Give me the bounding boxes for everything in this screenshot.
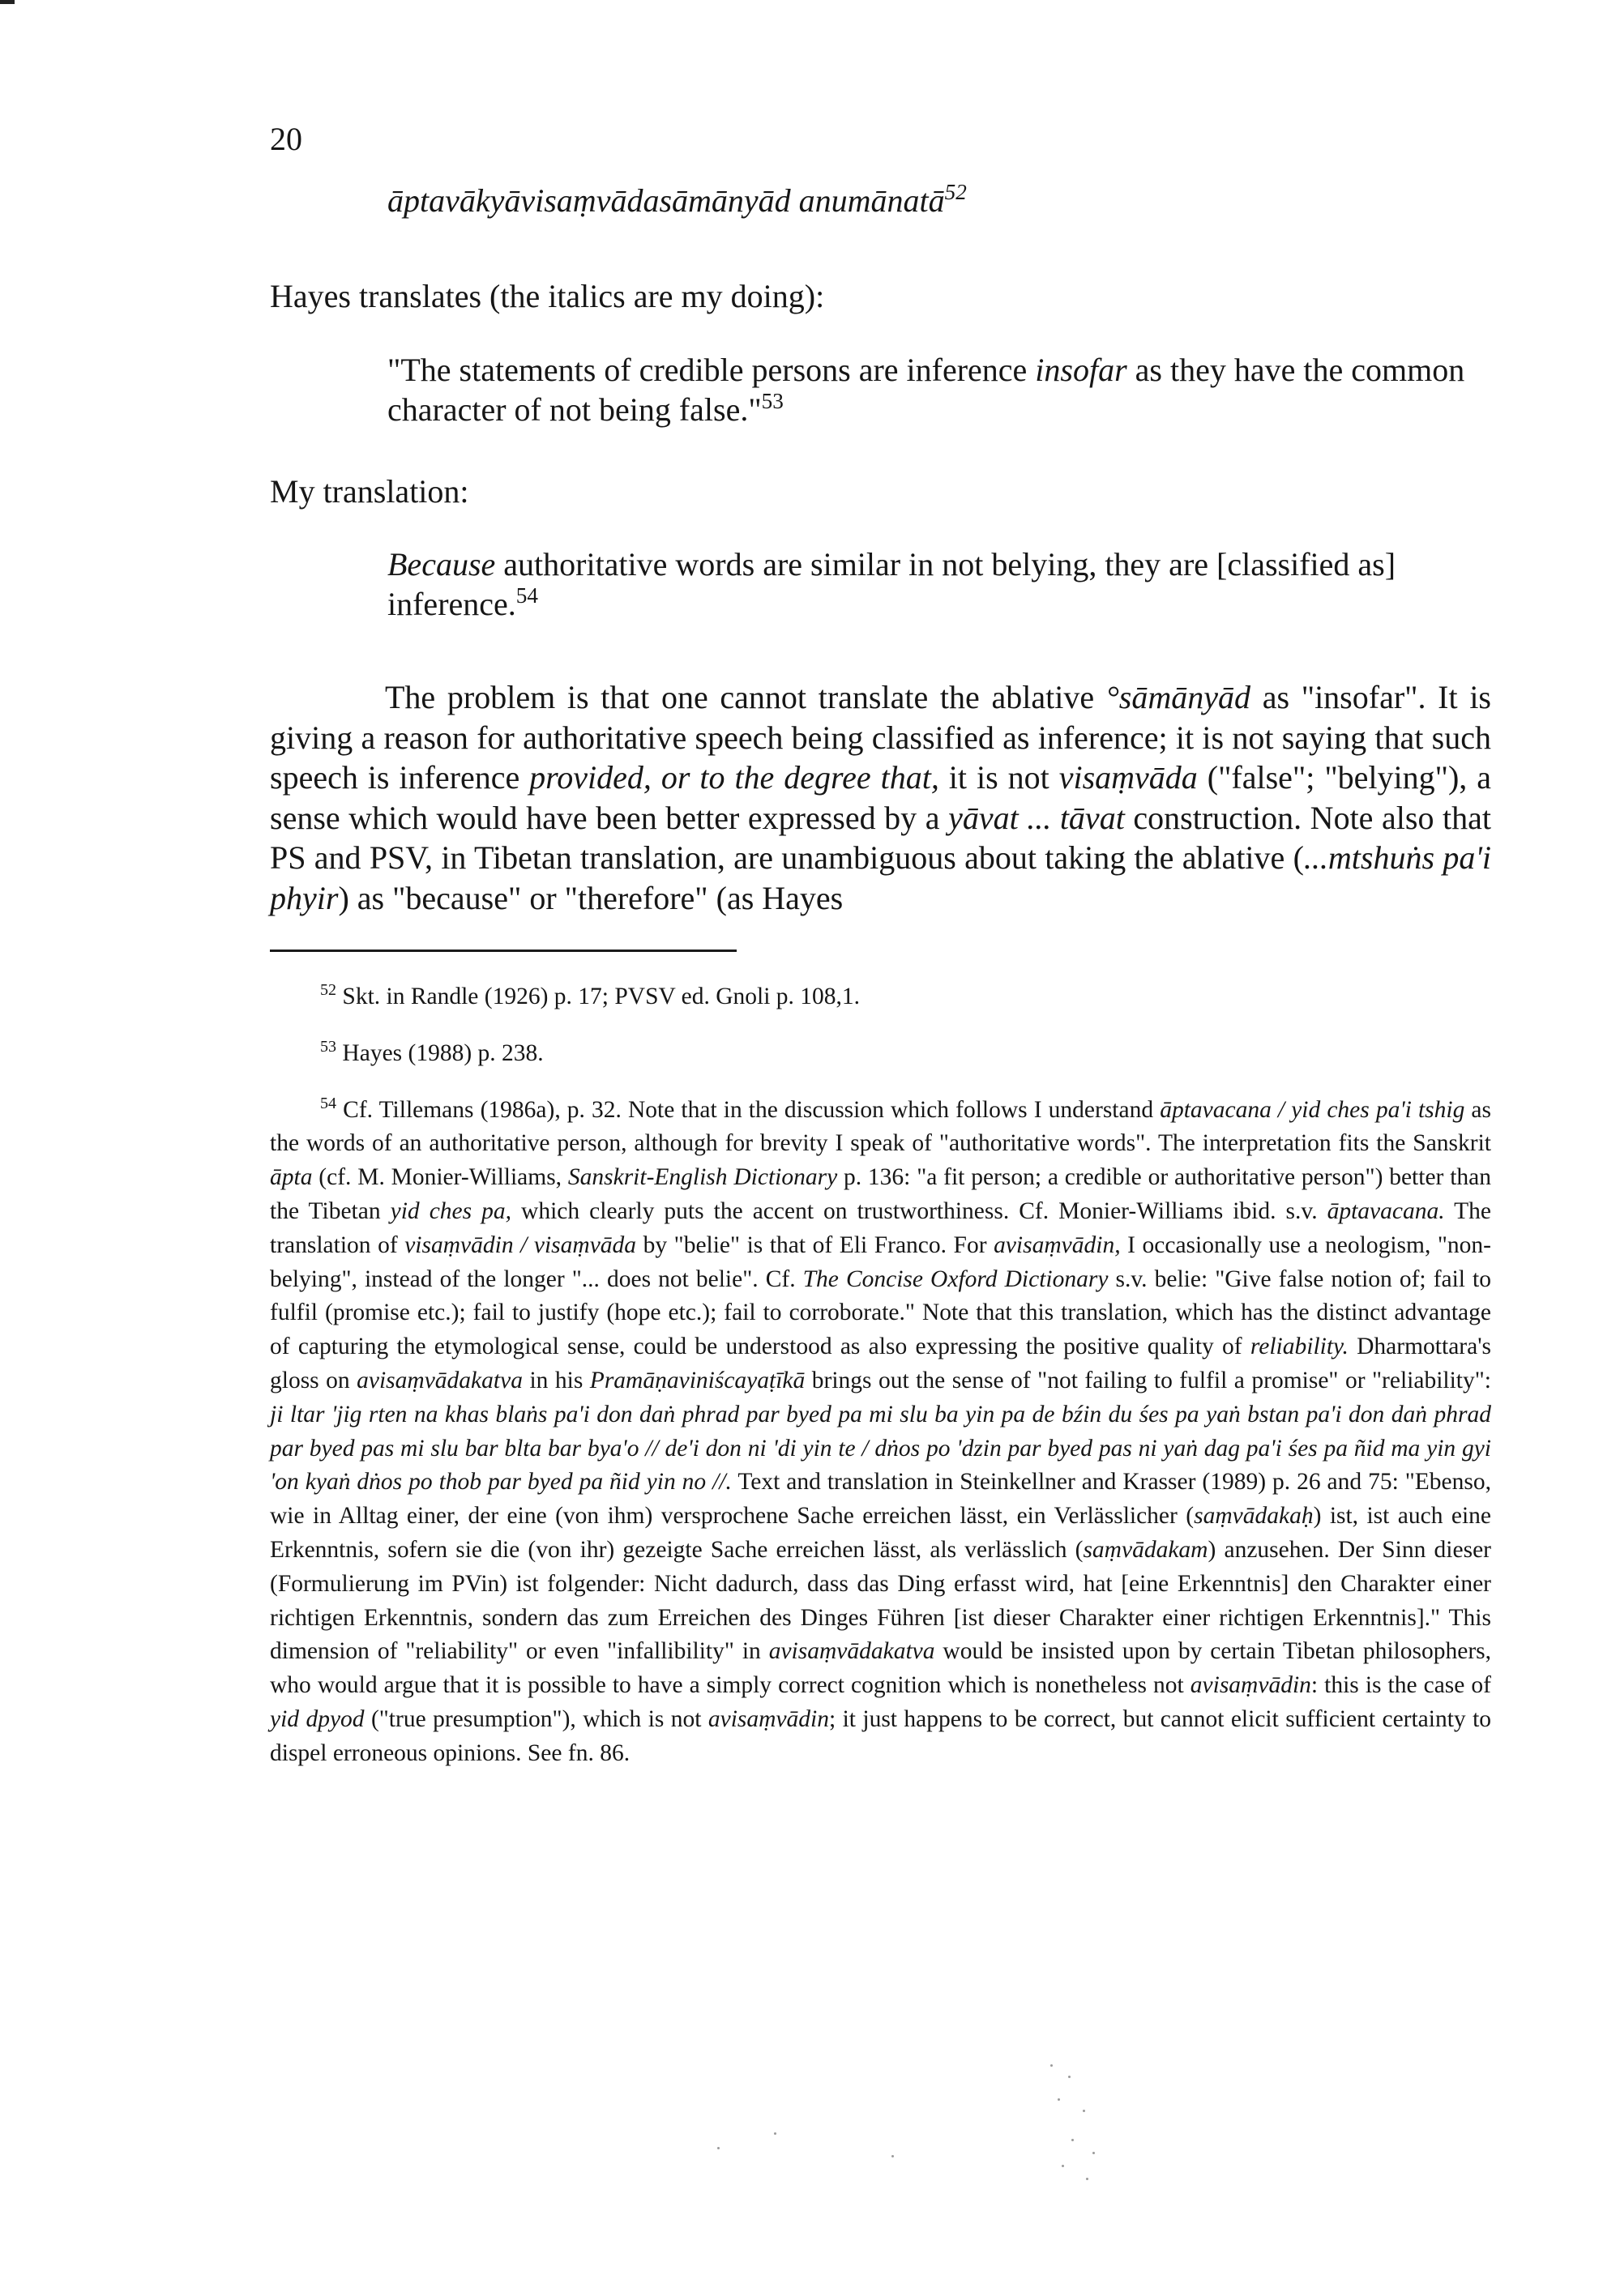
footnote-text: Hayes (1988) p. 238. (342, 1039, 544, 1066)
paragraph-text: it is not (938, 759, 1059, 796)
paragraph-text: as "insofar". It is giving a reason for authoritative speech being classified as inference; it is not saying that such speech is inference (270, 679, 1491, 796)
footnote-text: s.v. belie: "Give false notion of; fail to fulfil (promise etc.); fail to justify (hope etc.); fail to corroborate." Note that this translation, which has the distinct advantage of capturing the etymological sense, could be understood as also expressing the positive quality of (270, 1265, 1492, 1360)
footnote-italic: avisaṃvādin (707, 1705, 829, 1732)
scan-speck (1050, 2064, 1053, 2067)
footnote-text: I occasionally use a neologism, "non-belying", instead of the longer "... does not belie". Cf. (270, 1231, 1491, 1292)
footnote-text: Dharmottara's gloss on (270, 1334, 1491, 1393)
scan-speck (1092, 2152, 1095, 2154)
footnote-text: which clearly puts the accent on trustworthiness. Cf. Monier-Williams ibid. s.v. (511, 1197, 1327, 1224)
page-number: 20 (270, 121, 302, 157)
footnote-italic: āptavacana. (1327, 1197, 1445, 1224)
footnote-54 (270, 1094, 1491, 1771)
paragraph-italic: yāvat ... tāvat (948, 799, 1125, 836)
paragraph-text: ("false"; "belying"), a sense which would have been better expressed by a (270, 759, 1491, 836)
main-paragraph (270, 677, 1491, 918)
footnote-text: in his (522, 1367, 590, 1393)
footnote-text: p. 136: "a fit person; a credible or authoritative person") better than the Tibetan (270, 1164, 1491, 1224)
footnote-text: by "belie" is that of Eli Franco. For (636, 1231, 994, 1258)
footnote-italic: yid dpyod (270, 1705, 365, 1732)
footnote-text: ("true presumption"), which is not (364, 1705, 708, 1732)
footnote-italic: saṃvādakam (1083, 1536, 1208, 1563)
footnote-text: Cf. Tillemans (1986a), p. 32. Note that in the discussion which follows I understand (343, 1096, 1161, 1123)
footnote-italic: avisaṃvādakatva (768, 1638, 935, 1665)
footnote-ref-53: 53 (761, 389, 784, 414)
quote-text: authoritative words are similar in not belying, they are [classified as] inference. (387, 546, 1396, 622)
sanskrit-verse (387, 181, 967, 220)
footnote-italic: āpta (270, 1164, 313, 1191)
scan-speck (891, 2155, 894, 2157)
footnote-number: 52 (320, 980, 337, 999)
scan-speck (1068, 2076, 1071, 2078)
scan-speck (1062, 2165, 1064, 2167)
footnote-italic: saṃvādakaḥ (1194, 1503, 1314, 1530)
footnote-text: (cf. M. Monier-Williams, (312, 1164, 568, 1191)
verse-text: āptavākyāvisaṃvādasāmānyād anumānatā (387, 182, 945, 219)
quote-text: as they have the common character of not being false." (387, 352, 1465, 428)
my-translation-label: My translation: (270, 473, 469, 510)
footnote-text: : this is the case of (1310, 1672, 1492, 1699)
scan-speck (1071, 2139, 1074, 2141)
footnote-separator (270, 950, 737, 952)
hayes-quote (387, 350, 1491, 429)
footnote-italic: avisaṃvādin, (994, 1231, 1121, 1258)
footnote-italic: reliability. (1250, 1334, 1349, 1360)
footnote-text: Text and translation in Steinkellner and Krasser (1989) p. 26 and 75: "Ebenso, wie in Alltag einer, der eine (von ihm) versprochene Sache erreichen lässt, ein Verlässlicher ( (270, 1469, 1492, 1530)
scan-speck (1058, 2098, 1060, 2101)
footnote-italic: avisaṃvādin (1190, 1672, 1311, 1699)
paragraph-text: The problem is that one cannot translate the ablative (385, 679, 1106, 715)
quote-text: "The statements of credible persons are inference (387, 352, 1036, 388)
paragraph-italic: visaṃvāda (1058, 759, 1198, 796)
footnote-text: ) anzusehen. Der Sinn dieser (Formulierung im PVin) ist folgender: Nicht dadurch, dass das Ding erfasst wird, hat [eine Erkenntnis] den Charakter einer richtigen Erkenntnis, sondern das zum Erreichen des Dinges Führen [ist dieser Charakter einer richtigen Erkenntnis]." This dimension of "reliability" or even "infallibility" in (270, 1536, 1491, 1665)
scan-speck (774, 2132, 776, 2135)
footnote-italic: Sanskrit-English Dictionary (567, 1164, 838, 1191)
my-translation-quote (387, 544, 1491, 624)
footnote-text: ) ist, ist auch eine Erkenntnis, sofern sie die (von ihr) gezeigte Sache erreichen lässt, als verlässlich ( (270, 1503, 1491, 1563)
footnote-text: ; it just happens to be correct, but cannot elicit sufficient certainty to dispel erroneous opinions. See fn. 86. (270, 1705, 1492, 1766)
scan-edge-mark (0, 0, 15, 4)
footnote-italic: visaṃvādin / visaṃvāda (404, 1231, 637, 1258)
footnote-italic: avisaṃvādakatva (357, 1367, 523, 1393)
footnote-ref-52: 52 (944, 180, 967, 205)
footnote-52 (270, 980, 1491, 1014)
intro-line: Hayes translates (the italics are my doing): (270, 278, 825, 314)
footnote-text: Skt. in Randle (1926) p. 17; PVSV ed. Gnoli p. 108,1. (342, 984, 861, 1009)
quote-emphasis: Because (387, 546, 496, 583)
scan-speck (1086, 2178, 1088, 2180)
footnote-number: 53 (320, 1037, 337, 1056)
scan-speck (717, 2147, 720, 2149)
footnote-italic: āptavacana / yid ches pa'i tshig (1160, 1096, 1465, 1123)
footnote-italic: The Concise Oxford Dictionary (802, 1265, 1109, 1292)
footnote-italic: ji ltar 'jig rten na khas blaṅs pa'i don daṅ phrad par byed pa mi slu ba yin pa de bźin du śes pa yaṅ bstan pa'i don daṅ phrad par byed pas mi slu bar blta bar bya'o // de'i don ni 'di yin te / dṅos po 'dzin par byed pas ni yaṅ dag pa'i śes pa ñid ma yin gyi 'on kyaṅ dṅos po thob par byed pa ñid yin no //. (270, 1401, 1491, 1496)
quote-emphasis: insofar (1035, 352, 1127, 388)
paragraph-italic: °sāmānyād (1105, 679, 1251, 715)
paragraph-italic: provided, or to the degree that, (529, 759, 939, 796)
scan-speck (1083, 2110, 1085, 2112)
paragraph-text: construction. Note also that PS and PSV, in Tibetan translation, are unambiguous about taking the ablative ( (270, 799, 1491, 876)
footnote-italic: yid ches pa, (390, 1197, 512, 1224)
footnote-italic: Pramāṇaviniścayaṭīkā (589, 1367, 806, 1393)
footnote-text: would be insisted upon by certain Tibetan philosophers, who would argue that it is possible to have a simply correct cognition which is nonetheless not (270, 1638, 1491, 1699)
footnote-text: The translation of (270, 1197, 1491, 1258)
footnote-text: as the words of an authoritative person, although for brevity I speak of "authoritative words". The interpretation fits the Sanskrit (270, 1096, 1491, 1157)
footnote-ref-54: 54 (515, 583, 538, 608)
footnote-53 (270, 1037, 1491, 1071)
footnote-number: 54 (320, 1094, 337, 1112)
footnotes (270, 980, 1491, 1771)
paragraph-italic: ...mtshuṅs pa'i phyir (270, 839, 1491, 916)
paragraph-text: ) as "because" or "therefore" (as Hayes (338, 879, 844, 916)
footnote-text: brings out the sense of "not failing to fulfil a promise" or "reliability": (805, 1367, 1491, 1393)
